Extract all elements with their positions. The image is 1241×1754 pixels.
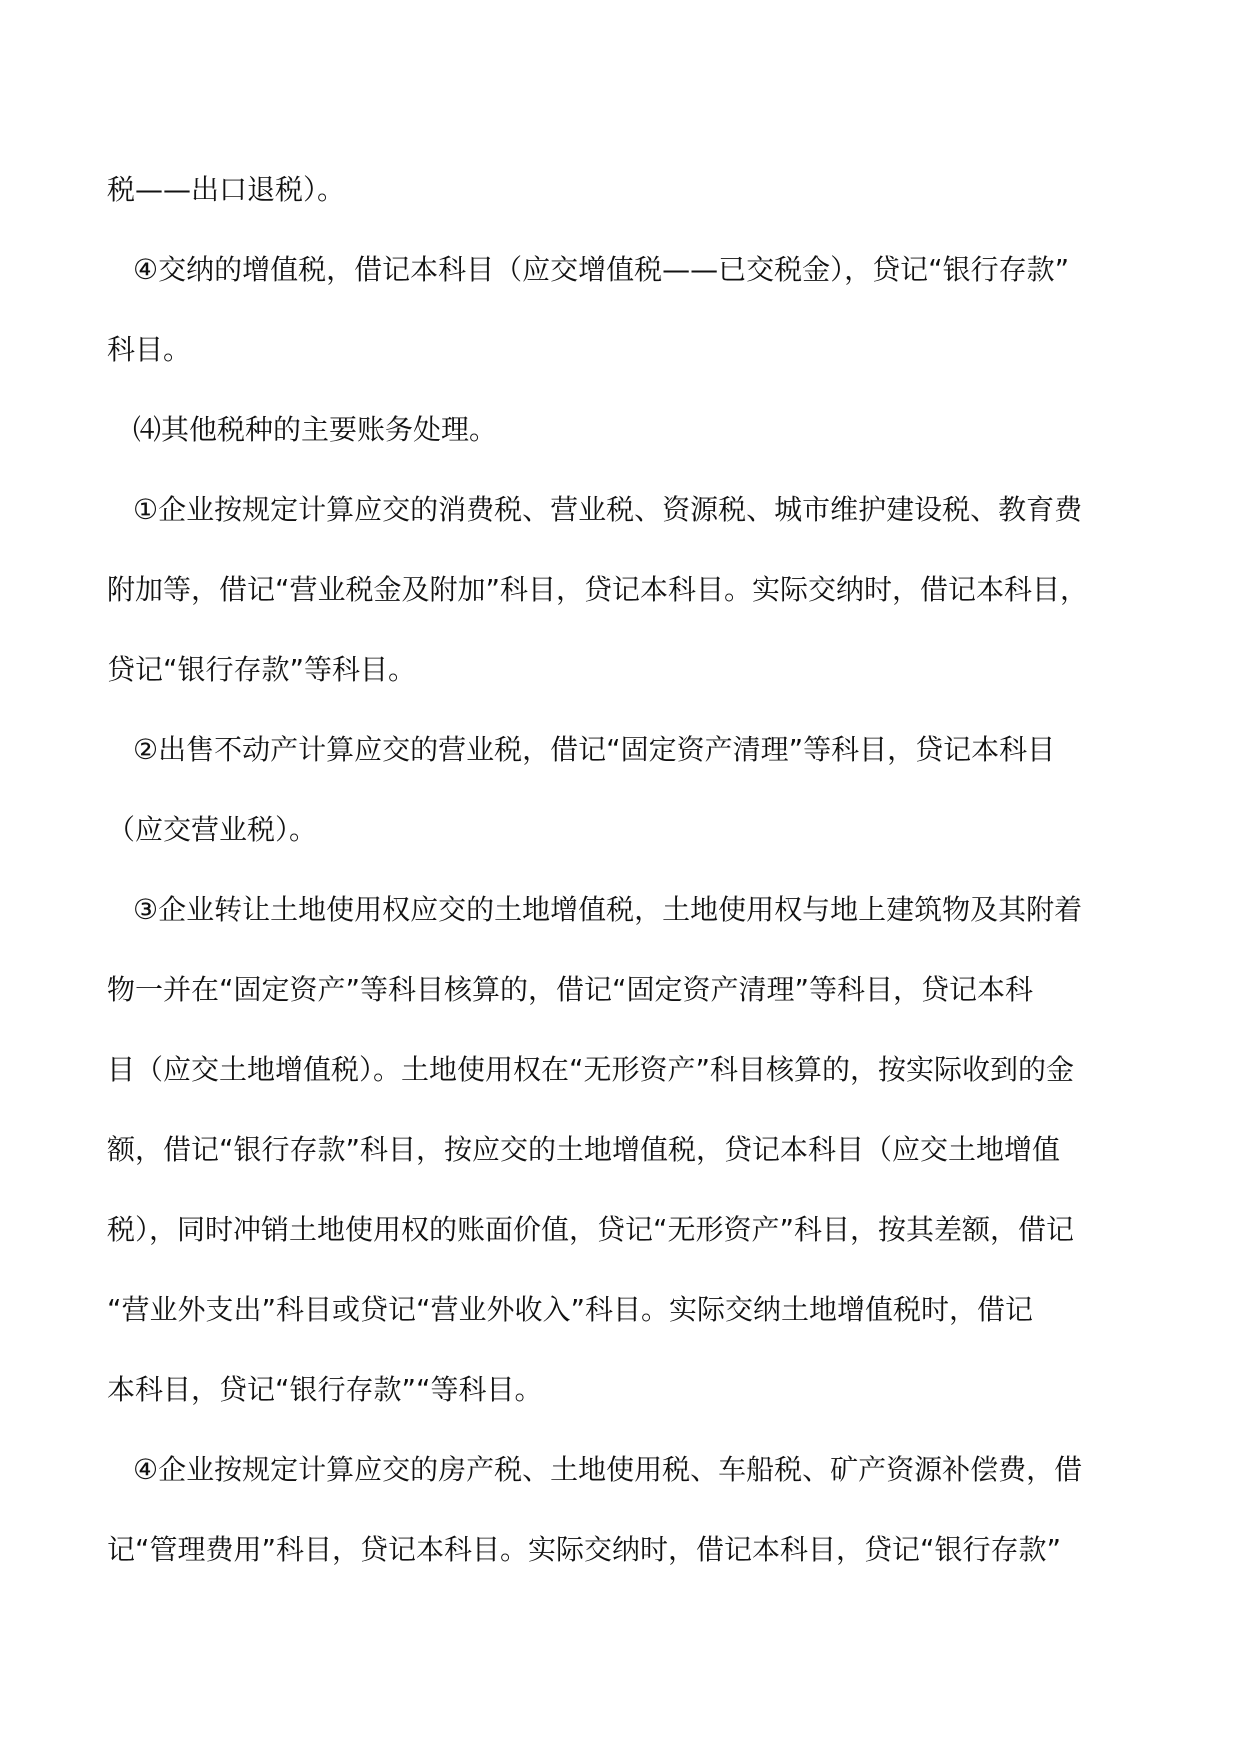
text-line: 额，借记“银行存款”科目，按应交的土地增值税，贷记本科目（应交土地增值 [107, 1133, 1061, 1166]
text-line: “营业外支出”科目或贷记“营业外收入”科目。实际交纳土地增值税时，借记 [107, 1293, 1034, 1326]
text-line: 科目。 [107, 333, 192, 366]
text-line: ③企业转让土地使用权应交的土地增值税，土地使用权与地上建筑物及其附着 [133, 893, 1083, 926]
text-line: 税——出口退税）。 [107, 173, 346, 206]
text-line: ④企业按规定计算应交的房产税、土地使用税、车船税、矿产资源补偿费，借 [133, 1453, 1083, 1486]
text-line: 本科目，贷记“银行存款”“等科目。 [107, 1373, 543, 1406]
text-line: 记“管理费用”科目，贷记本科目。实际交纳时，借记本科目，贷记“银行存款” [107, 1533, 1062, 1566]
text-line: 物一并在“固定资产”等科目核算的，借记“固定资产清理”等科目，贷记本科 [107, 973, 1034, 1006]
document-body [107, 150, 1137, 1590]
text-line: 目（应交土地增值税）。土地使用权在“无形资产”科目核算的，按实际收到的金 [107, 1053, 1075, 1086]
text-line: ④交纳的增值税，借记本科目（应交增值税——已交税金），贷记“银行存款” [133, 253, 1070, 286]
text-line: 税），同时冲销土地使用权的账面价值，贷记“无形资产”科目，按其差额，借记 [107, 1213, 1075, 1246]
section-heading: ⑷其他税种的主要账务处理。 [133, 413, 498, 446]
text-line: 贷记“银行存款”等科目。 [107, 653, 417, 686]
text-line: 附加等，借记“营业税金及附加”科目，贷记本科目。实际交纳时，借记本科目， [107, 573, 1089, 606]
text-line: ①企业按规定计算应交的消费税、营业税、资源税、城市维护建设税、教育费 [133, 493, 1083, 526]
text-line: ②出售不动产计算应交的营业税，借记“固定资产清理”等科目，贷记本科目 [133, 733, 1056, 766]
text-line: （应交营业税）。 [107, 813, 318, 846]
